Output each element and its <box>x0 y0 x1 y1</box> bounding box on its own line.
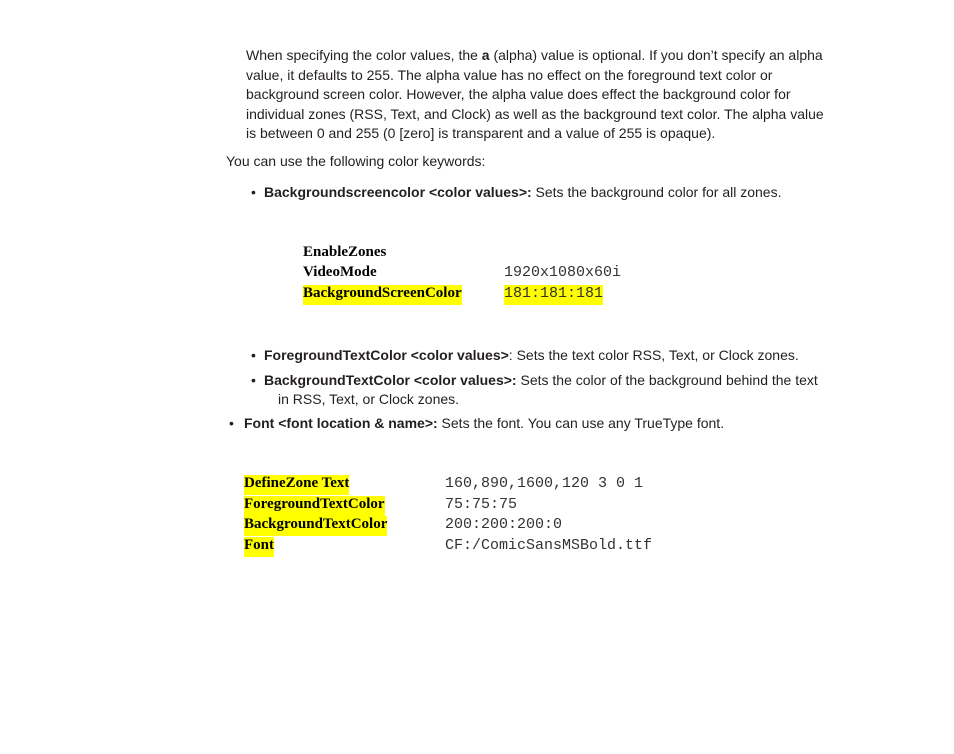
bullet-fg-text <box>264 346 799 365</box>
bullet-bg-screen-desc: Sets the background color for all zones. <box>531 184 782 200</box>
alpha-paragraph <box>246 46 886 144</box>
bullet-dot-bg-screen: • <box>251 184 256 200</box>
bullet-font <box>244 414 724 433</box>
alpha-line-5: is between 0 and 255 (0 [zero] is transparent and a value of 255 is opaque). <box>246 125 716 142</box>
alpha-line-1 <box>246 46 886 66</box>
code1-key-1: VideoMode <box>303 264 377 281</box>
code2-key-2: BackgroundTextColor <box>244 516 387 536</box>
code2-key-0: DefineZone Text <box>244 475 349 495</box>
bullet-bg-text-term: BackgroundTextColor <color values>: <box>264 372 517 388</box>
bullet-bg-text-line2: in RSS, Text, or Clock zones. <box>278 391 460 407</box>
bullet-dot-font: • <box>229 415 234 431</box>
alpha-line-4: individual zones (RSS, Text, and Clock) as well as the background text color. The alpha value <box>246 105 824 122</box>
alpha-a-bold: a <box>481 47 490 63</box>
alpha-text-rest: (alpha) value is optional. If you don’t specify an alpha <box>489 47 823 63</box>
keywords-intro: You can use the following color keywords: <box>226 153 486 169</box>
bullet-bg-text-line1 <box>264 371 864 390</box>
bullet-bg-text-desc: Sets the color of the background behind the text <box>516 372 818 388</box>
code1-value-1: 1920x1080x60i <box>504 264 622 282</box>
bullet-bg-text <box>264 371 864 409</box>
code1-key-2: BackgroundScreenColor <box>303 285 462 305</box>
code2-value-0: 160,890,1600,120 3 0 1 <box>445 475 644 492</box>
bullet-dot-bg-text: • <box>251 372 256 388</box>
code1-key-0: EnableZones <box>303 244 387 260</box>
code-block-1 <box>303 244 663 308</box>
alpha-line-2: value, it defaults to 255. The alpha value has no effect on the foreground text color or <box>246 66 773 83</box>
code2-value-3: CF:/ComicSansMSBold.ttf <box>445 536 653 554</box>
alpha-text-start: When specifying the color values, the <box>246 47 482 63</box>
code2-value-1: 75:75:75 <box>445 495 518 513</box>
bullet-dot-fg-text: • <box>251 347 256 363</box>
bullet-bg-screen <box>264 183 781 202</box>
bullet-bg-screen-term: Backgroundscreencolor <color values>: <box>264 184 532 200</box>
bullet-font-term: Font <font location & name>: <box>244 415 438 431</box>
code1-value-2: 181:181:181 <box>504 285 603 305</box>
alpha-line-3: background screen color. However, the alpha value does effect the background color for <box>246 86 791 103</box>
code2-key-3: Font <box>244 537 274 557</box>
bullet-font-desc: Sets the font. You can use any TrueType font. <box>437 415 725 431</box>
bullet-fg-text-term: ForegroundTextColor <color values> <box>264 347 509 363</box>
code2-value-2: 200:200:200:0 <box>445 516 563 534</box>
bullet-fg-text-desc: : Sets the text color RSS, Text, or Clock zones. <box>508 347 799 363</box>
code2-key-1: ForegroundTextColor <box>244 496 385 516</box>
code-block-2 <box>244 475 704 559</box>
